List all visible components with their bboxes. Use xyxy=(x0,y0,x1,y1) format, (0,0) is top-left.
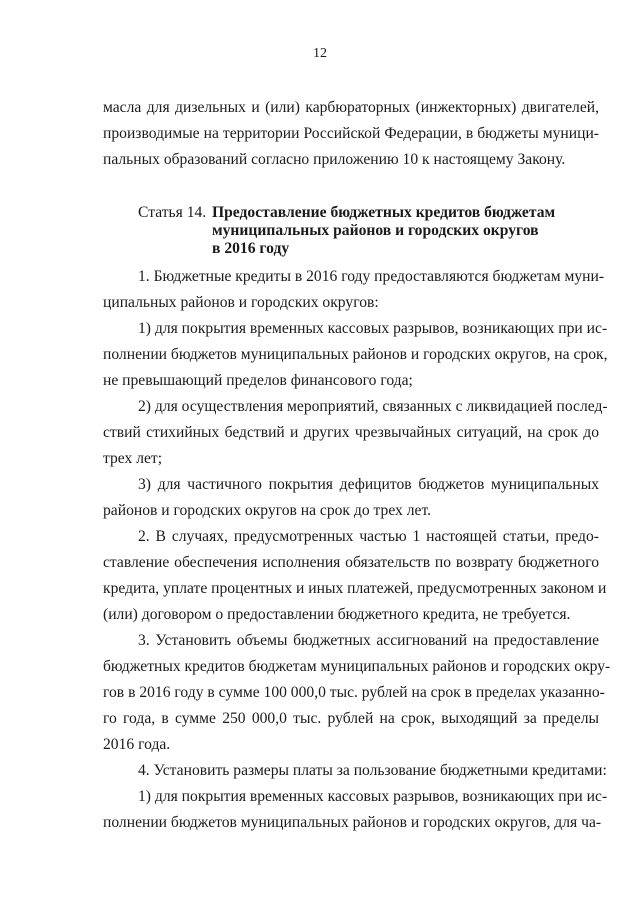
text-line: ставление обеспечения исполнения обязательств по возврату бюджетного xyxy=(103,554,599,571)
text-line: 1. Бюджетные кредиты в 2016 году предоставляются бюджетам муни- xyxy=(138,268,605,285)
text-line: ствий стихийных бедствий и других чрезвычайных ситуаций, на срок до xyxy=(103,424,599,441)
text-line: районов и городских округов на срок до трех лет. xyxy=(103,502,431,519)
page-number: 12 xyxy=(313,46,327,61)
text-line: 2) для осуществления мероприятий, связанных с ликвидацией послед- xyxy=(138,398,608,415)
text-line: 4. Установить размеры платы за пользование бюджетными кредитами: xyxy=(138,762,607,779)
text-line: трех лет; xyxy=(103,450,163,467)
text-line: полнении бюджетов муниципальных районов и городских округов, на срок, xyxy=(103,346,608,363)
text-line: (или) договором о предоставлении бюджетного кредита, не требуется. xyxy=(103,606,571,623)
text-line: бюджетных кредитов бюджетам муниципальных районов и городских окру- xyxy=(103,658,611,675)
article-title-line: Предоставление бюджетных кредитов бюджетам xyxy=(212,204,556,221)
text-line: полнении бюджетов муниципальных районов и городских округов, для ча- xyxy=(103,814,602,831)
article-title-line: в 2016 году xyxy=(212,240,290,257)
article-title-line: муниципальных районов и городских округов xyxy=(212,222,539,239)
text-line: 2. В случаях, предусмотренных частью 1 настоящей статьи, предо- xyxy=(138,528,599,545)
text-line: гов в 2016 году в сумме 100 000,0 тыс. рублей на срок в пределах указанно- xyxy=(103,684,605,701)
text-line: 2016 года. xyxy=(103,736,171,753)
text-line: 1) для покрытия временных кассовых разрывов, возникающих при ис- xyxy=(138,320,608,337)
text-line: масла для дизельных и (или) карбюраторных (инжекторных) двигателей, xyxy=(103,99,599,116)
text-line: 3. Установить объемы бюджетных ассигнований на предоставление xyxy=(138,632,599,649)
text-line: 3) для частичного покрытия дефицитов бюджетов муниципальных xyxy=(138,476,599,493)
text-line: 1) для покрытия временных кассовых разрывов, возникающих при ис- xyxy=(138,788,608,805)
text-line: пальных образований согласно приложению 10 к настоящему Закону. xyxy=(103,151,566,168)
text-line: ципальных районов и городских округов: xyxy=(103,294,379,311)
text-line: не превышающий пределов финансового года; xyxy=(103,372,413,389)
text-line: кредита, уплате процентных и иных платежей, предусмотренных законом и xyxy=(103,580,607,597)
text-line: го года, в сумме 250 000,0 тыс. рублей на срок, выходящий за пределы xyxy=(103,710,599,727)
article-label: Статья 14. xyxy=(138,204,207,221)
text-line: производимые на территории Российской Федерации, в бюджеты муници- xyxy=(103,125,599,142)
